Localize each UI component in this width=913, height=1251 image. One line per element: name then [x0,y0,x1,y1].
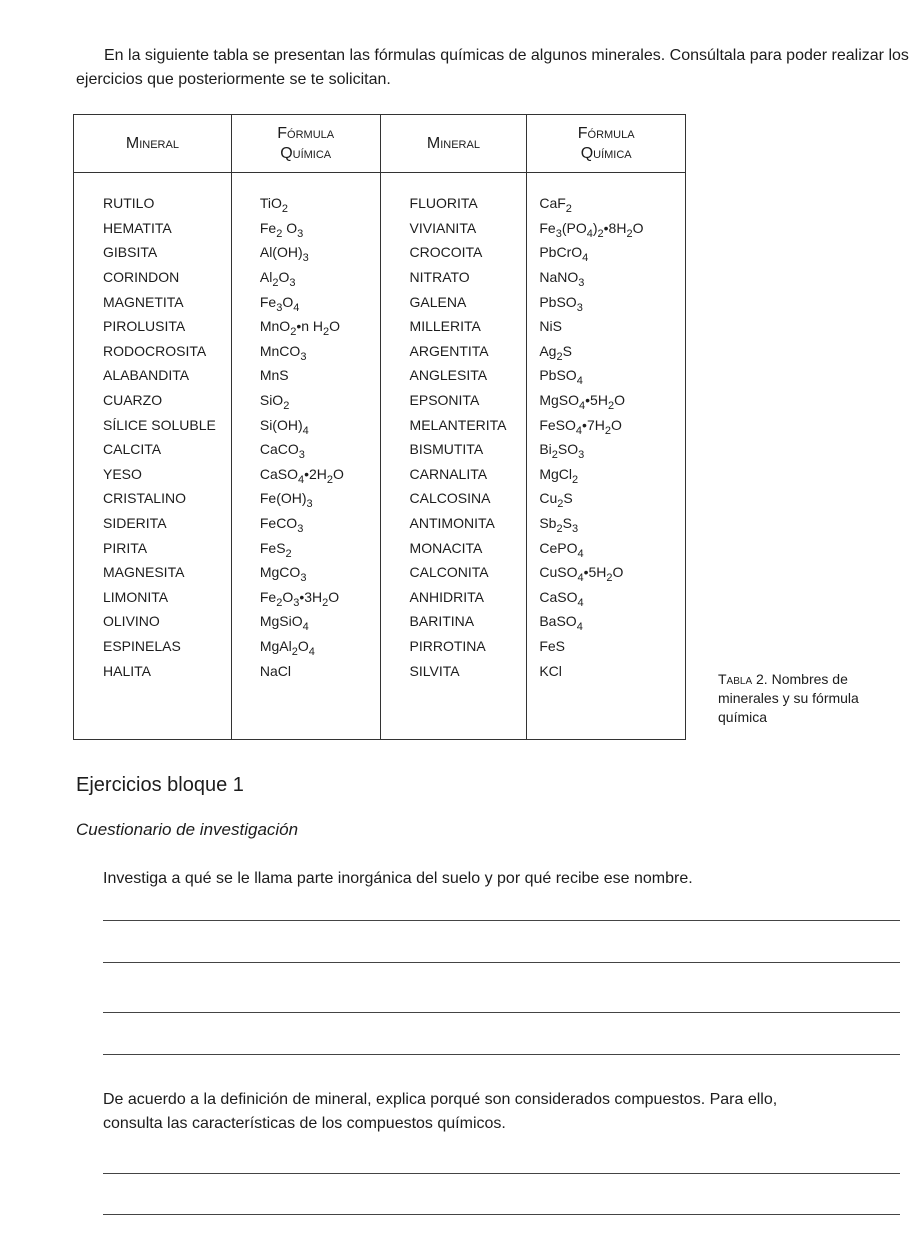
mineral-cell: SIDERITA [74,511,232,536]
section-title: Ejercicios bloque 1 [76,774,244,796]
formula-cell: KCl [527,658,686,683]
answer-line[interactable] [103,962,900,963]
formula-cell: $Fe_2$ $O_3$ [231,216,380,241]
formula-cell: NaNO$_3$ [527,265,686,290]
mineral-cell: EPSONITA [380,388,527,413]
mineral-cell: RUTILO [74,173,232,216]
formula-cell: $FeSO_4•7H_2O$ [527,412,686,437]
header-mineral-2: Mineral [380,115,527,173]
table-bottom-padding [74,683,686,740]
formula-cell: MgSiO$_4$ [231,609,380,634]
formula-cell: MgCO$_3$ [231,560,380,585]
table-row [74,216,686,241]
table-row [74,511,686,536]
mineral-cell: MAGNESITA [74,560,232,585]
mineral-cell: BISMUTITA [380,437,527,462]
table-row [74,486,686,511]
formula-cell: $Ag_2S$ [527,339,686,364]
mineral-cell: VIVIANITA [380,216,527,241]
mineral-cell: SILVITA [380,658,527,683]
table-row [74,609,686,634]
table-row [74,535,686,560]
table-row [74,314,686,339]
caption-label: Tabla 2. [718,671,768,687]
intro-paragraph: En la siguiente tabla se presentan las fórmulas químicas de algunos minerales. Consúltala para poder realizar los ejercicios que posteriormente se te solicitan. [76,47,909,88]
mineral-cell: CROCOITA [380,240,527,265]
header-mineral-1: Mineral [74,115,232,173]
formula-cell: CePO$_4$ [527,535,686,560]
table-row [74,363,686,388]
formula-cell: PbSO$_3$ [527,289,686,314]
question-2: De acuerdo a la definición de mineral, explica porqué son considerados compuestos. Para ello, consulta las características de los compuestos químicos. [103,1091,778,1132]
formula-cell: FeS [527,634,686,659]
caption-text: Nombres de minerales y su fórmula química [718,671,859,725]
header-formula-1: Fórmula Química [231,115,380,173]
formula-cell: $MgSO_4•5H_2O$ [527,388,686,413]
mineral-cell: GIBSITA [74,240,232,265]
formula-cell: MgCl$_2$ [527,462,686,487]
mineral-cell: BARITINA [380,609,527,634]
table-row [74,437,686,462]
formula-cell: $Al_2O_3$ [231,265,380,290]
mineral-cell: PIROLUSITA [74,314,232,339]
mineral-cell: MAGNETITA [74,289,232,314]
mineral-cell: HEMATITA [74,216,232,241]
mineral-cell: CALCOSINA [380,486,527,511]
subsection-title: Cuestionario de investigación [76,820,299,839]
formula-cell: CaCO$_3$ [231,437,380,462]
mineral-cell: CALCONITA [380,560,527,585]
mineral-cell: ALABANDITA [74,363,232,388]
formula-cell: CaSO$_4$ [527,585,686,610]
answer-line[interactable] [103,1214,900,1215]
formula-cell: TiO$_2$ [231,173,380,216]
mineral-cell: CUARZO [74,388,232,413]
formula-cell: $CaSO_4•2H_2O$ [231,462,380,487]
formula-cell: $Fe_3(PO_4)_2•8H_2O$ [527,216,686,241]
table-row [74,634,686,659]
mineral-cell: OLIVINO [74,609,232,634]
mineral-cell: GALENA [380,289,527,314]
table-row [74,462,686,487]
formula-cell: SiO$_2$ [231,388,380,413]
formula-cell: $Sb_2S_3$ [527,511,686,536]
minerals-table [73,114,686,740]
mineral-cell: CARNALITA [380,462,527,487]
mineral-cell: MELANTERITA [380,412,527,437]
formula-cell: PbCrO$_4$ [527,240,686,265]
formula-cell: $Si(OH)_4$ [231,412,380,437]
formula-cell: FeCO$_3$ [231,511,380,536]
mineral-cell: LIMONITA [74,585,232,610]
mineral-cell: ANHIDRITA [380,585,527,610]
formula-cell: NaCl [231,658,380,683]
formula-cell: $Fe_2O_3•3H_2O$ [231,585,380,610]
mineral-cell: RODOCROSITA [74,339,232,364]
answer-line[interactable] [103,1054,900,1055]
formula-cell: $Cu_2S$ [527,486,686,511]
formula-cell: MnO$_2$•n $H_2O$ [231,314,380,339]
formula-cell: $CuSO_4•5H_2O$ [527,560,686,585]
mineral-cell: YESO [74,462,232,487]
formula-cell: CaF$_2$ [527,173,686,216]
mineral-cell: ESPINELAS [74,634,232,659]
formula-cell: $Bi_2SO_3$ [527,437,686,462]
formula-cell: MnCO$_3$ [231,339,380,364]
table-row [74,240,686,265]
table-row [74,585,686,610]
header-formula-2: Fórmula Química [527,115,686,173]
table-header-row [74,115,686,173]
mineral-cell: NITRATO [380,265,527,290]
mineral-cell: HALITA [74,658,232,683]
mineral-cell: ARGENTITA [380,339,527,364]
mineral-cell: CRISTALINO [74,486,232,511]
table-row [74,265,686,290]
question-1: Investiga a qué se le llama parte inorgánica del suelo y por qué recibe ese nombre. [103,870,693,887]
table-row [74,388,686,413]
mineral-cell: ANGLESITA [380,363,527,388]
formula-cell: $Fe(OH)_3$ [231,486,380,511]
table-row [74,339,686,364]
formula-cell: $MgAl_2O_4$ [231,634,380,659]
formula-cell: BaSO$_4$ [527,609,686,634]
formula-cell: NiS [527,314,686,339]
mineral-cell: PIRITA [74,535,232,560]
formula-cell: $Al(OH)_3$ [231,240,380,265]
formula-cell: FeS$_2$ [231,535,380,560]
mineral-cell: MONACITA [380,535,527,560]
formula-cell: PbSO$_4$ [527,363,686,388]
table-row [74,658,686,683]
answer-line[interactable] [103,1173,900,1174]
table-row [74,173,686,216]
mineral-cell: CALCITA [74,437,232,462]
mineral-cell: PIRROTINA [380,634,527,659]
table-row [74,560,686,585]
mineral-cell: FLUORITA [380,173,527,216]
mineral-cell: CORINDON [74,265,232,290]
answer-line[interactable] [103,920,900,921]
mineral-cell: SÍLICE SOLUBLE [74,412,232,437]
answer-line[interactable] [103,1012,900,1013]
formula-cell: MnS [231,363,380,388]
mineral-cell: ANTIMONITA [380,511,527,536]
table-row [74,289,686,314]
mineral-cell: MILLERITA [380,314,527,339]
formula-cell: $Fe_3O_4$ [231,289,380,314]
table-row [74,412,686,437]
table-caption [718,670,888,727]
